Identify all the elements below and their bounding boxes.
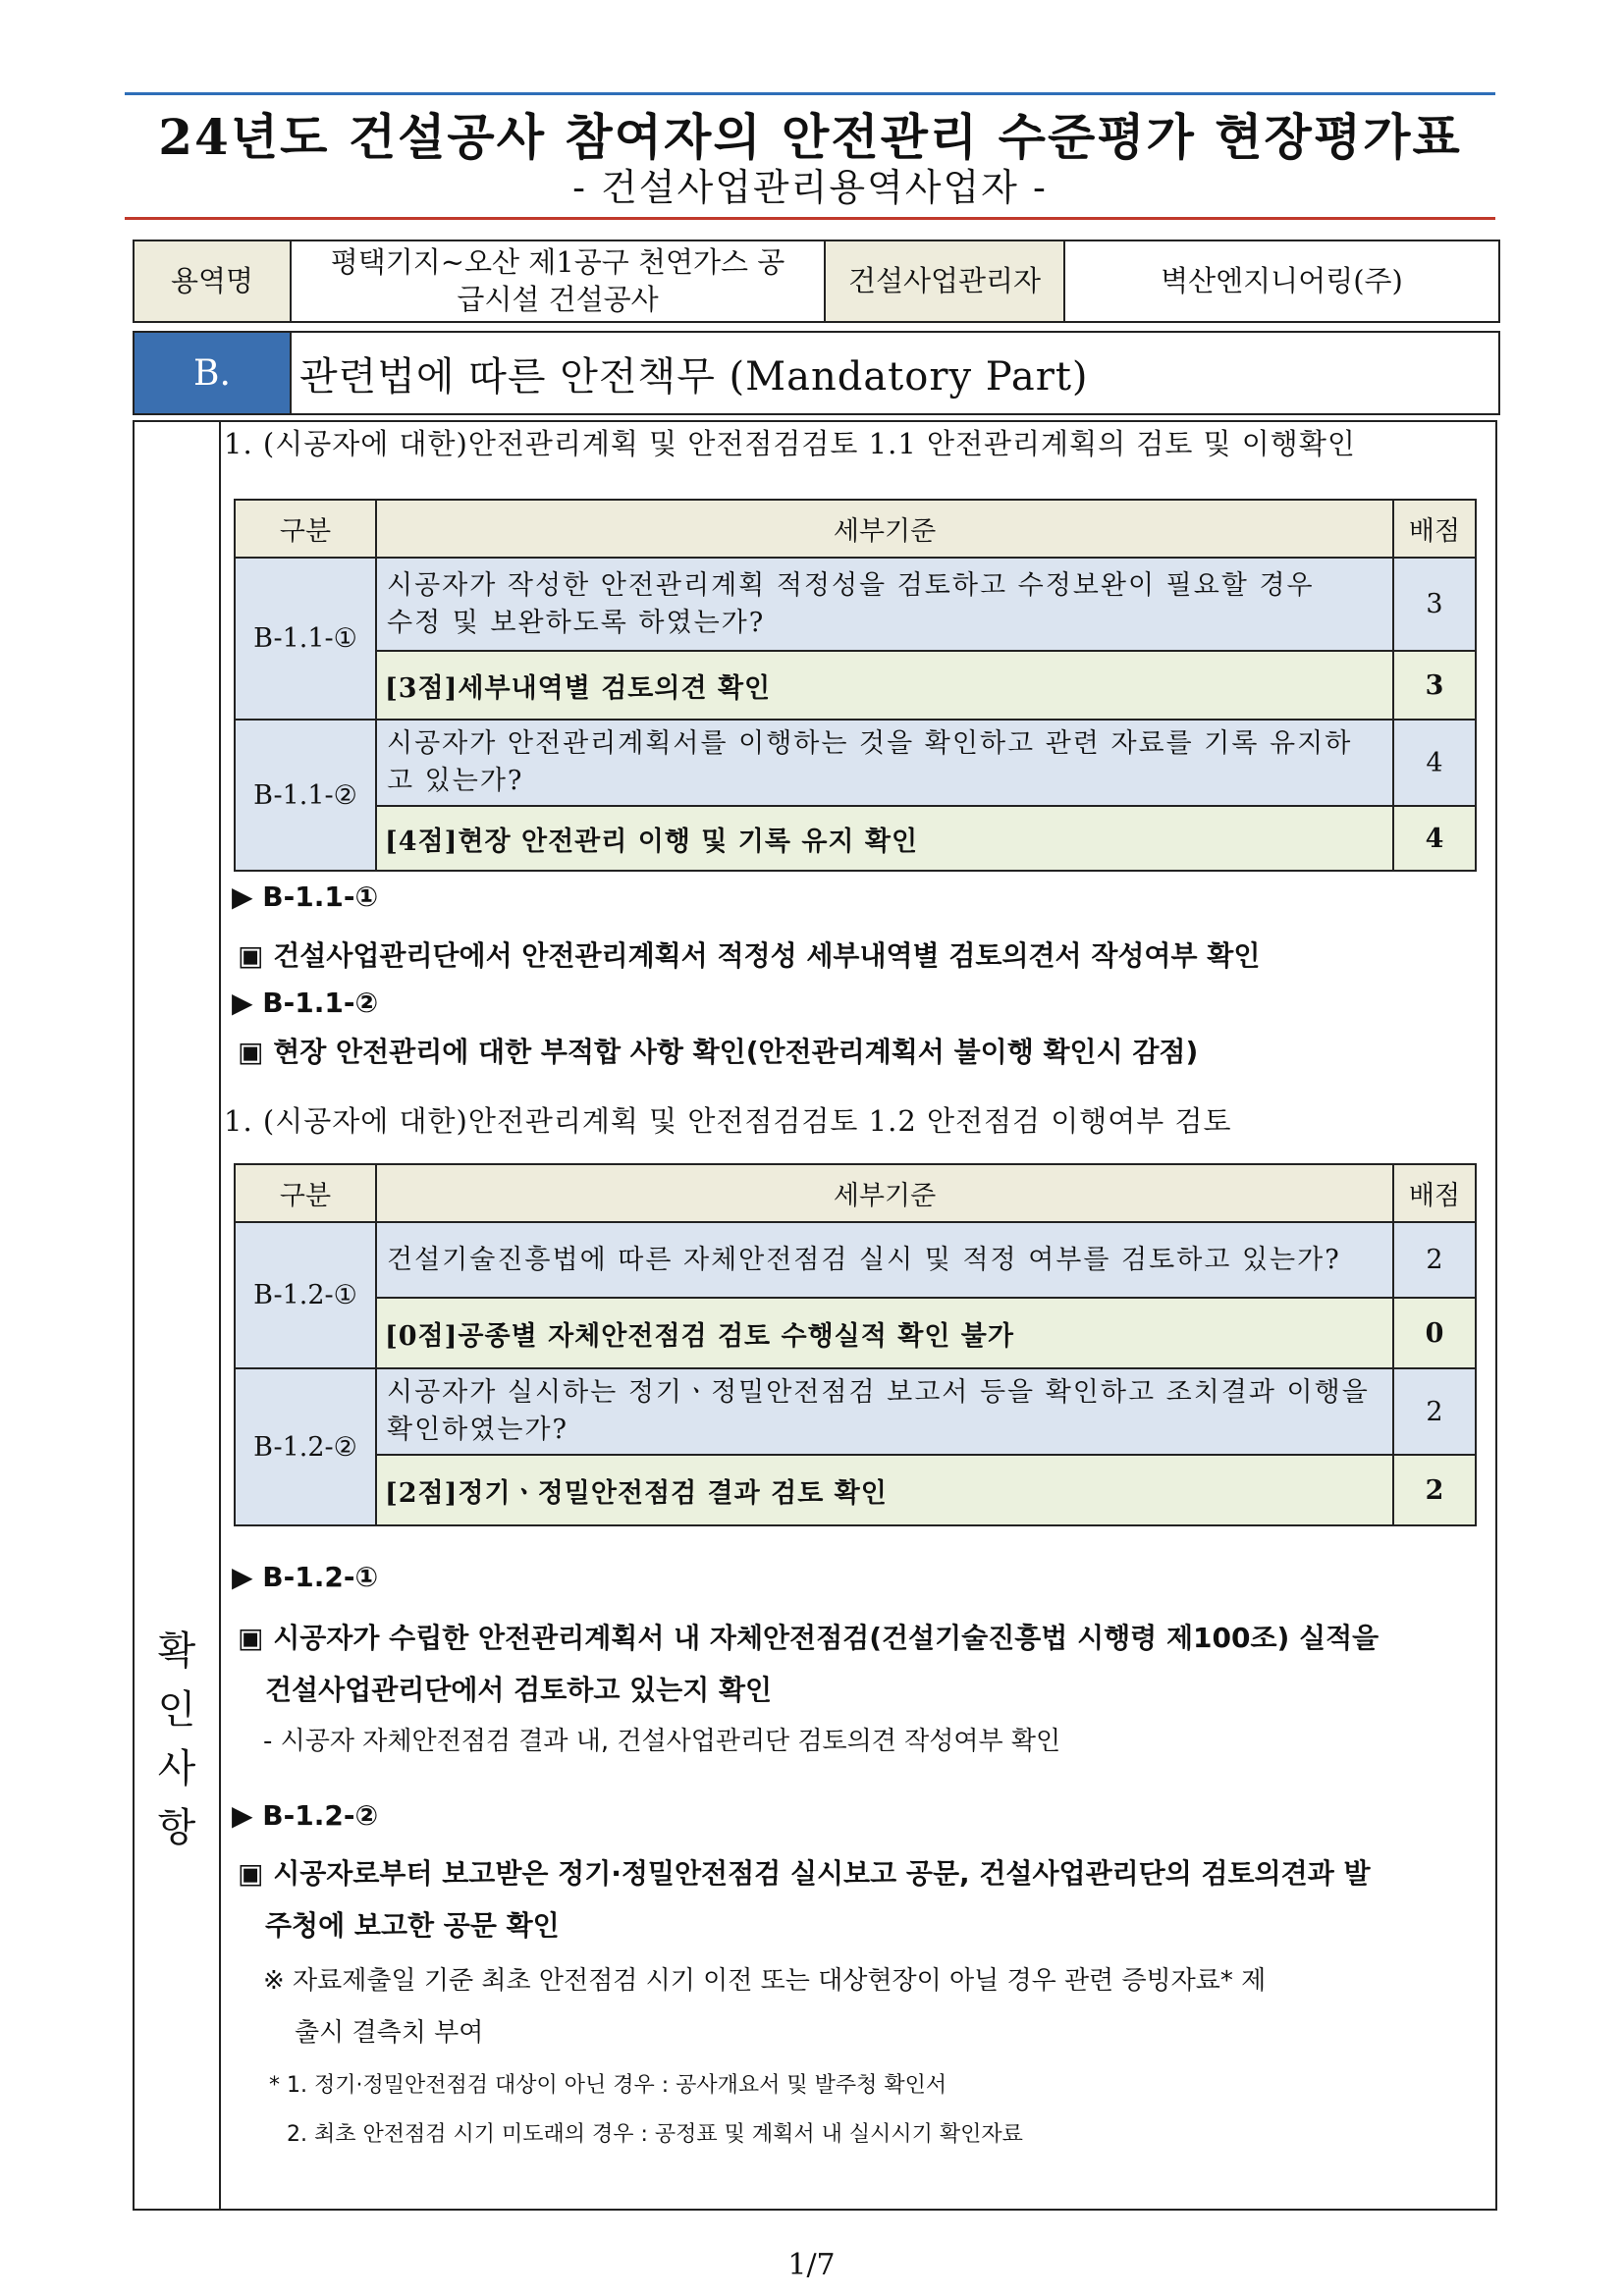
col-header-criteria: 세부기준 xyxy=(376,1164,1393,1222)
criterion-max-score: 2 xyxy=(1393,1368,1476,1455)
criterion-awarded-score: 0 xyxy=(1393,1298,1476,1368)
page-number: 1/7 xyxy=(787,2248,836,2282)
question-line: 시공자가 안전관리계획서를 이행하는 것을 확인하고 관련 자료를 기록 유지하 xyxy=(387,728,1353,759)
section-title: 관련법에 따른 안전책무 (Mandatory Part) xyxy=(299,353,1089,400)
service-name-line2: 급시설 건설공사 xyxy=(457,282,659,316)
part1-criteria-table xyxy=(234,499,1477,872)
note-text: ▣ 시공자로부터 보고받은 정기·정밀안전점검 실시보고 공문, 건설사업관리단의 검토의견과 발 xyxy=(238,1857,1371,1890)
part2-heading: 1. (시공자에 대한)안전관리계획 및 안전점검검토 1.2 안전점검 이행여부 검토 xyxy=(224,1104,1232,1138)
criterion-code: B-1.1-② xyxy=(235,720,376,871)
question-line: 수정 및 보완하도록 하였는가? xyxy=(387,607,766,638)
criterion-max-score: 3 xyxy=(1393,558,1476,651)
criterion-max-score: 2 xyxy=(1393,1222,1476,1298)
question-line: 시공자가 실시하는 정기ㆍ정밀안전점검 보고서 등을 확인하고 조치결과 이행을 xyxy=(387,1377,1370,1408)
criterion-question xyxy=(376,720,1393,806)
reference-note: ※ 자료제출일 기준 최초 안전점검 시기 이전 또는 대상현장이 아닐 경우 관련 증빙자료* 제 xyxy=(263,1966,1267,1996)
side-label-column xyxy=(135,422,221,2209)
criterion-code: B-1.1-① xyxy=(235,558,376,720)
criterion-code: B-1.2-① xyxy=(235,1222,376,1368)
service-name-value xyxy=(291,240,825,322)
side-char: 사 xyxy=(157,1746,196,1791)
side-label xyxy=(135,1622,219,1857)
manager-label: 건설사업관리자 xyxy=(825,240,1064,322)
section-letter: B. xyxy=(135,333,292,413)
criterion-awarded-score: 3 xyxy=(1393,651,1476,720)
note-text: 건설사업관리단에서 검토하고 있는지 확인 xyxy=(265,1674,773,1706)
criterion-max-score: 4 xyxy=(1393,720,1476,806)
note-subitem: - 시공자 자체안전점검 결과 내, 건설사업관리단 검토의견 작성여부 확인 xyxy=(263,1727,1061,1756)
note-text: 주청에 보고한 공문 확인 xyxy=(265,1909,560,1942)
part1-heading: 1. (시공자에 대한)안전관리계획 및 안전점검검토 1.1 안전관리계획의 검토 및 이행확인 xyxy=(224,427,1356,460)
criterion-question: 건설기술진흥법에 따른 자체안전점검 실시 및 적정 여부를 검토하고 있는가? xyxy=(376,1222,1393,1298)
question-line: 시공자가 작성한 안전관리계획 적정성을 검토하고 수정보완이 필요할 경우 xyxy=(387,569,1315,601)
side-char: 인 xyxy=(157,1687,196,1733)
note-marker: ▶ B-1.1-② xyxy=(232,987,379,1019)
question-line: 고 있는가? xyxy=(387,766,524,796)
col-header-category: 구분 xyxy=(235,1164,376,1222)
col-header-category: 구분 xyxy=(235,500,376,558)
page-title: 24년도 건설공사 참여자의 안전관리 수준평가 현장평가표 xyxy=(158,108,1462,166)
reference-note: 출시 결측치 부여 xyxy=(295,2018,484,2048)
question-line: 확인하였는가? xyxy=(387,1415,568,1445)
col-header-score: 배점 xyxy=(1393,500,1476,558)
service-name-line1: 평택기지~오산 제1공구 천연가스 공 xyxy=(330,244,785,279)
criterion-awarded-score: 4 xyxy=(1393,806,1476,871)
criterion-evaluation: [2점]정기ㆍ정밀안전점검 결과 검토 확인 xyxy=(376,1455,1393,1525)
part2-criteria-table xyxy=(234,1163,1477,1526)
info-table xyxy=(133,240,1500,323)
note-marker: ▶ B-1.1-① xyxy=(232,881,379,913)
criterion-evaluation: [0점]공종별 자체안전점검 검토 수행실적 확인 불가 xyxy=(376,1298,1393,1368)
criterion-code: B-1.2-② xyxy=(235,1368,376,1525)
side-char: 항 xyxy=(157,1805,196,1850)
criterion-evaluation: [4점]현장 안전관리 이행 및 기록 유지 확인 xyxy=(376,806,1393,871)
footnote: * 1. 정기·정밀안전점검 대상이 아닌 경우 : 공사개요서 및 발주청 확인서 xyxy=(269,2073,947,2098)
service-name-label: 용역명 xyxy=(134,240,291,322)
section-header xyxy=(133,331,1500,415)
note-text: ▣ 건설사업관리단에서 안전관리계획서 적정성 세부내역별 검토의견서 작성여부 확인 xyxy=(238,939,1261,972)
criterion-question xyxy=(376,1368,1393,1455)
col-header-score: 배점 xyxy=(1393,1164,1476,1222)
criterion-question xyxy=(376,558,1393,651)
manager-value: 벽산엔지니어링(주) xyxy=(1064,240,1499,322)
note-text: ▣ 현장 안전관리에 대한 부적합 사항 확인(안전관리계획서 불이행 확인시 감점) xyxy=(238,1036,1199,1068)
note-marker: ▶ B-1.2-① xyxy=(232,1561,379,1593)
criterion-evaluation: [3점]세부내역별 검토의견 확인 xyxy=(376,651,1393,720)
note-text: ▣ 시공자가 수립한 안전관리계획서 내 자체안전점검(건설기술진흥법 시행령 제100조) 실적을 xyxy=(238,1622,1380,1654)
header-rule-top xyxy=(125,92,1495,95)
note-marker: ▶ B-1.2-② xyxy=(232,1799,379,1832)
header-rule-bottom xyxy=(125,217,1495,220)
page-subtitle: - 건설사업관리용역사업자 - xyxy=(572,166,1048,209)
side-char: 확 xyxy=(157,1629,196,1674)
footnote: 2. 최초 안전점검 시기 미도래의 경우 : 공정표 및 계획서 내 실시시기 확인자료 xyxy=(287,2122,1023,2147)
criterion-awarded-score: 2 xyxy=(1393,1455,1476,1525)
col-header-criteria: 세부기준 xyxy=(376,500,1393,558)
